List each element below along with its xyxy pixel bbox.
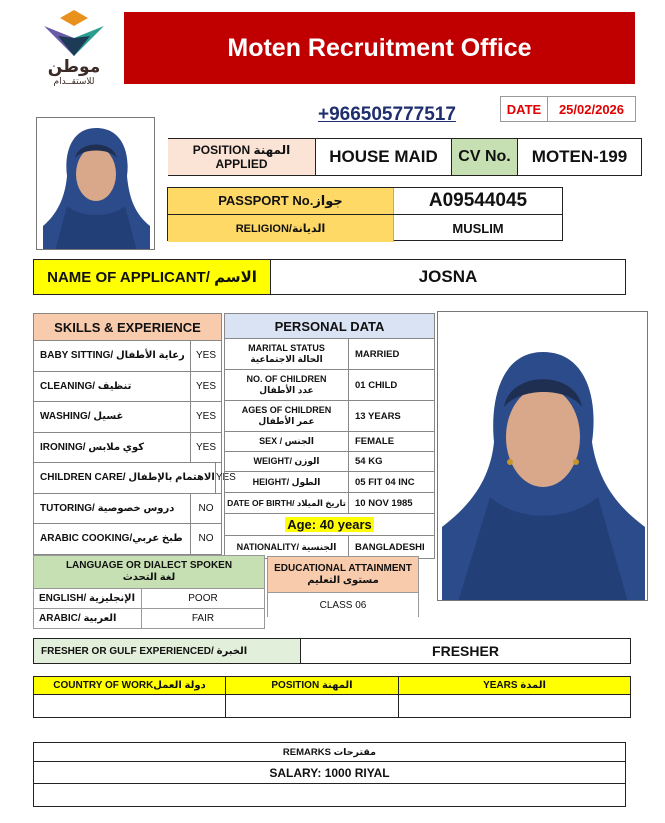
skill-row <box>34 524 221 554</box>
personal-row <box>225 370 434 401</box>
age-row <box>225 514 434 536</box>
column-country: COUNTRY OF WORKدولة العمل <box>34 677 226 694</box>
skill-row <box>34 433 221 464</box>
age-value: Age: 40 years <box>287 517 372 532</box>
skill-row <box>34 402 221 433</box>
applicant-photo-large <box>437 311 648 601</box>
personal-value: 13 YEARS <box>355 410 401 422</box>
position-value: HOUSE MAID <box>316 139 452 175</box>
skill-label: IRONING/ كوي ملابس <box>34 433 191 463</box>
date-value: 25/02/2026 <box>558 101 625 117</box>
language-row <box>34 609 264 628</box>
skill-row <box>34 463 236 494</box>
work-history-table <box>33 676 631 718</box>
language-label: ENGLISH/ الإنجليزية <box>34 589 142 608</box>
personal-row <box>225 472 434 493</box>
position-label-ar: المهنة <box>253 143 291 157</box>
skill-value: NO <box>198 533 214 545</box>
language-row <box>34 589 264 609</box>
skill-row <box>34 494 221 525</box>
office-title: Moten Recruitment Office <box>227 33 532 62</box>
language-value: FAIR <box>191 613 215 624</box>
personal-value: 05 FIT 04 INC <box>355 476 415 488</box>
logo-arabic-subtitle: للاستقــدام <box>53 76 95 86</box>
phone-link[interactable]: +966505777517 <box>318 104 456 125</box>
skill-label: BABY SITTING/ رعاية الأطفال <box>34 341 191 371</box>
column-years: YEARS المدة <box>483 680 546 691</box>
work-history-header <box>34 677 630 695</box>
applicant-photo-small <box>36 117 155 250</box>
work-country-cell <box>34 695 226 717</box>
salary-value: SALARY: 1000 RIYAL <box>34 762 625 784</box>
position-label <box>168 139 316 175</box>
cv-number-value: MOTEN-199 <box>531 147 628 166</box>
personal-label-ar: عمر الأطفال <box>258 416 315 426</box>
personal-label <box>225 370 349 400</box>
skill-label: TUTORING/ دروس خصوصية <box>34 494 191 524</box>
passport-label: PASSPORT No.جواز <box>168 188 394 214</box>
work-history-row <box>34 695 630 717</box>
personal-row <box>225 493 434 514</box>
personal-label: WEIGHT/ الوزن <box>225 452 349 471</box>
skill-row <box>34 341 221 372</box>
experience-label: FRESHER OR GULF EXPERIENCED/ الخبرة <box>34 639 301 663</box>
personal-label-ar: الحالة الاجتماعية <box>250 354 323 364</box>
position-label-en: POSITION <box>192 143 251 157</box>
personal-label-en: NO. OF CHILDREN <box>246 374 327 384</box>
skill-value: NO <box>198 502 214 514</box>
work-position-cell <box>226 695 399 717</box>
remarks-blank-row <box>34 784 625 806</box>
language-title-ar: لغة التحدث <box>122 572 176 583</box>
education-title-ar: مستوى التعليم <box>307 574 379 586</box>
logo-mark-icon <box>38 10 110 58</box>
personal-row <box>225 339 434 370</box>
education-value: CLASS 06 <box>267 593 419 617</box>
personal-data-table <box>224 313 435 559</box>
applicant-name-value: JOSNA <box>418 267 478 286</box>
personal-row <box>225 432 434 452</box>
education-title-en: EDUCATIONAL ATTAINMENT <box>274 562 412 574</box>
personal-value: MARRIED <box>355 348 400 360</box>
skills-table <box>33 313 236 555</box>
personal-value: FEMALE <box>355 436 395 447</box>
personal-value: 01 CHILD <box>355 379 398 391</box>
nationality-label: NATIONALITY/ الجنسية <box>225 536 349 558</box>
language-title-en: LANGUAGE OR DIALECT SPOKEN <box>65 560 233 571</box>
language-value: POOR <box>188 593 218 604</box>
passport-religion-table <box>167 187 563 241</box>
nationality-value: BANGLADESHI <box>355 541 425 553</box>
experience-value: FRESHER <box>432 643 499 659</box>
skills-title: SKILLS & EXPERIENCE <box>34 314 221 341</box>
date-label: DATE <box>501 97 548 121</box>
personal-value: 54 KG <box>355 456 383 467</box>
skill-value: YES <box>195 441 216 453</box>
applicant-name-label: NAME OF APPLICANT/ الاسم <box>34 260 271 294</box>
skill-label: CHILDREN CARE/ الاهتمام بالإطفال <box>34 463 216 493</box>
logo-arabic-name: موطن <box>47 57 101 76</box>
personal-label-en: AGES OF CHILDREN <box>241 405 332 415</box>
person-photo-icon <box>438 312 648 601</box>
personal-label <box>225 339 349 369</box>
cv-number-label: CV No. <box>452 139 518 175</box>
column-position: POSITION المهنة <box>226 677 399 694</box>
applicant-name-row <box>33 259 626 295</box>
religion-label: RELIGION/الديانة <box>168 215 394 242</box>
personal-row <box>225 401 434 432</box>
language-title <box>34 556 264 589</box>
experience-row <box>33 638 631 664</box>
personal-row <box>225 452 434 472</box>
skill-value: YES <box>195 380 216 392</box>
position-row <box>168 138 642 176</box>
personal-label: DATE OF BIRTH/ تاريخ الميلاد <box>225 493 349 513</box>
work-years-cell <box>399 695 630 717</box>
remarks-table <box>33 742 626 807</box>
skill-row <box>34 372 221 403</box>
skill-label: WASHING/ غسيل <box>34 402 191 432</box>
position-label-line2: APPLIED <box>215 157 268 171</box>
company-logo <box>38 10 110 88</box>
personal-value: 10 NOV 1985 <box>355 497 413 509</box>
office-title-banner <box>124 12 635 84</box>
education-table <box>267 556 419 617</box>
language-table <box>33 555 265 629</box>
personal-label-en: MARITAL STATUS <box>248 343 325 353</box>
personal-label: SEX / الجنس <box>225 432 349 451</box>
date-box <box>500 96 636 122</box>
skill-label: CLEANING/ تنظيف <box>34 372 191 402</box>
personal-label: HEIGHT/ الطول <box>225 472 349 492</box>
person-photo-icon <box>37 118 155 250</box>
skill-value: YES <box>195 350 216 362</box>
religion-value: MUSLIM <box>452 221 504 236</box>
personal-data-title: PERSONAL DATA <box>225 314 434 339</box>
passport-value: A09544045 <box>428 190 528 211</box>
remarks-title: REMARKS مقترحات <box>34 743 625 762</box>
skill-label: ARABIC COOKING/طبخ عربي <box>34 524 191 554</box>
skill-value: YES <box>215 472 236 484</box>
education-title <box>267 556 419 593</box>
personal-label-ar: عدد الأطفال <box>259 385 314 395</box>
skill-value: YES <box>195 411 216 423</box>
language-label: ARABIC/ العربية <box>34 609 142 628</box>
personal-label <box>225 401 349 431</box>
